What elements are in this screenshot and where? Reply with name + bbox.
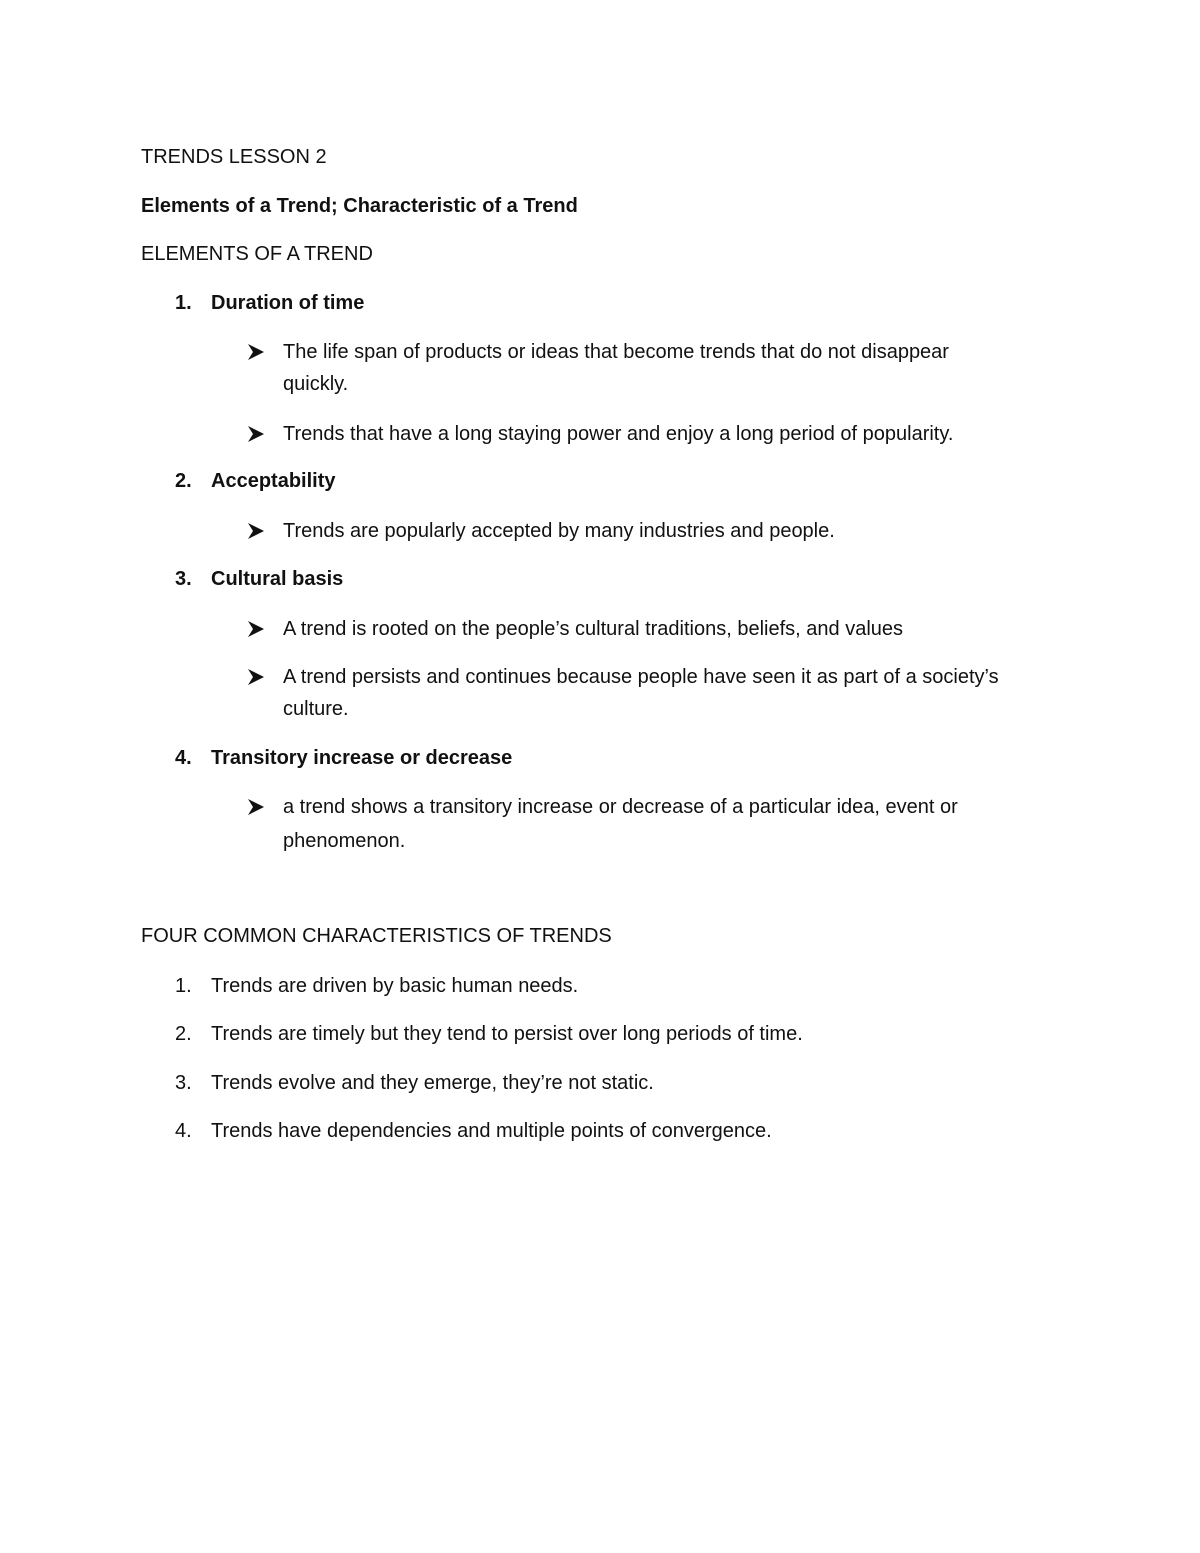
elements-heading: ELEMENTS OF A TREND <box>141 243 373 265</box>
element-title: Transitory increase or decrease <box>211 747 513 769</box>
arrowhead-bullet-icon <box>247 798 265 816</box>
bullet-text: A trend is rooted on the people’s cultural traditions, beliefs, and values <box>283 618 904 640</box>
bullet-text: The life span of products or ideas that become trends that do not disappear <box>283 341 949 363</box>
characteristics-heading: FOUR COMMON CHARACTERISTICS OF TRENDS <box>141 925 612 947</box>
bullet-text: A trend persists and continues because people have seen it as part of a society’s <box>283 666 999 688</box>
lesson-title: TRENDS LESSON 2 <box>141 146 327 168</box>
bullet-text: Trends are popularly accepted by many industries and people. <box>283 520 835 542</box>
bullet-text: a trend shows a transitory increase or decrease of a particular idea, event or <box>283 796 958 818</box>
characteristic-number: 4. <box>175 1120 192 1142</box>
characteristic-text: Trends have dependencies and multiple points of convergence. <box>211 1120 772 1142</box>
element-title: Acceptability <box>211 470 336 492</box>
element-number: 2. <box>175 470 192 492</box>
element-number: 3. <box>175 568 192 590</box>
arrowhead-bullet-icon <box>247 425 265 443</box>
characteristic-text: Trends are driven by basic human needs. <box>211 975 579 997</box>
bullet-text-continued: quickly. <box>283 373 349 395</box>
element-number: 1. <box>175 292 192 314</box>
bullet-text-continued: culture. <box>283 698 349 720</box>
arrowhead-bullet-icon <box>247 522 265 540</box>
characteristic-text: Trends evolve and they emerge, they’re not static. <box>211 1072 654 1094</box>
element-title: Cultural basis <box>211 568 344 590</box>
characteristic-number: 2. <box>175 1023 192 1045</box>
characteristic-number: 1. <box>175 975 192 997</box>
element-title: Duration of time <box>211 292 365 314</box>
bullet-text: Trends that have a long staying power and enjoy a long period of popularity. <box>283 423 954 445</box>
element-number: 4. <box>175 747 192 769</box>
characteristic-text: Trends are timely but they tend to persist over long periods of time. <box>211 1023 803 1045</box>
arrowhead-bullet-icon <box>247 668 265 686</box>
bullet-text-continued: phenomenon. <box>283 830 406 852</box>
characteristic-number: 3. <box>175 1072 192 1094</box>
arrowhead-bullet-icon <box>247 620 265 638</box>
document-subtitle: Elements of a Trend; Characteristic of a Trend <box>141 195 578 217</box>
arrowhead-bullet-icon <box>247 343 265 361</box>
